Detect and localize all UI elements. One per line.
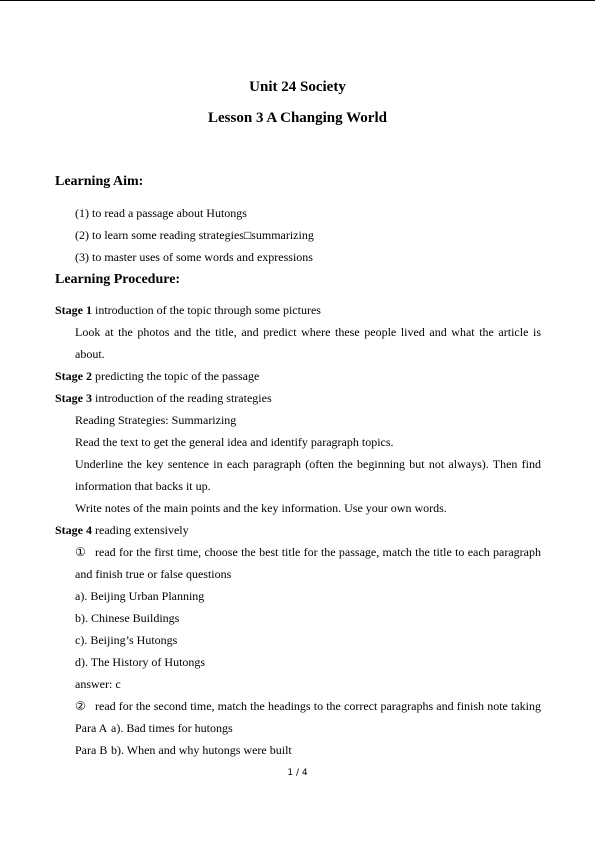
learning-procedure-heading: Learning Procedure: (55, 272, 181, 287)
para-label: Para B (75, 743, 108, 757)
stage-text: introduction of the topic through some pictures (92, 303, 321, 317)
task-1 (75, 545, 541, 559)
task-2-text: read for the second time, match the headings to the correct paragraphs and finish note taking (95, 699, 541, 713)
stage-text: reading extensively (92, 523, 189, 537)
para-label: Para A (75, 721, 108, 735)
stage-label: Stage 2 (55, 369, 92, 383)
aim-item: (2) to learn some reading strategies□summarizing (75, 228, 314, 242)
page-number: 1 / 4 (287, 768, 308, 778)
para-heading: b). When and why hutongs were built (111, 743, 292, 757)
stage-label: Stage 4 (55, 523, 92, 537)
stage-3-line: Reading Strategies: Summarizing (75, 413, 237, 427)
para-row (75, 743, 292, 757)
task-marker: ② (75, 699, 86, 713)
stage-1-body: Look at the photos and the title, and predict where these people lived and what the article is (75, 325, 541, 339)
task-1-cont: and finish true or false questions (75, 567, 232, 581)
stage-1 (55, 303, 321, 317)
stage-text: introduction of the reading strategies (92, 391, 272, 405)
para-row (75, 721, 233, 735)
learning-aim-heading: Learning Aim: (55, 174, 144, 189)
lesson-title: Lesson 3 A Changing World (208, 110, 387, 126)
stage-3-line: Underline the key sentence in each paragraph (often the beginning but not always). Then find (75, 457, 541, 471)
stage-1-body-cont: about. (75, 347, 105, 361)
aim-item: (1) to read a passage about Hutongs (75, 206, 247, 220)
stage-3-line: Write notes of the main points and the key information. Use your own words. (75, 501, 447, 515)
stage-2 (55, 369, 259, 383)
option-item: a). Beijing Urban Planning (75, 589, 205, 603)
stage-3-line: information that backs it up. (75, 479, 211, 493)
stage-4 (55, 523, 189, 537)
top-rule (0, 0, 595, 1)
answer: answer: c (75, 677, 121, 691)
option-item: b). Chinese Buildings (75, 611, 180, 625)
page-title: Unit 24 Society (249, 79, 346, 95)
stage-label: Stage 3 (55, 391, 92, 405)
stage-3 (55, 391, 272, 405)
option-item: d). The History of Hutongs (75, 655, 206, 669)
option-item: c). Beijing’s Hutongs (75, 633, 178, 647)
stage-label: Stage 1 (55, 303, 92, 317)
para-heading: a). Bad times for hutongs (111, 721, 233, 735)
task-marker: ① (75, 545, 86, 559)
task-2 (75, 699, 541, 713)
stage-3-line: Read the text to get the general idea and identify paragraph topics. (75, 435, 394, 449)
stage-text: predicting the topic of the passage (92, 369, 260, 383)
task-1-text: read for the first time, choose the best title for the passage, match the title to each paragraph (95, 545, 541, 559)
aim-item: (3) to master uses of some words and expressions (75, 250, 313, 264)
